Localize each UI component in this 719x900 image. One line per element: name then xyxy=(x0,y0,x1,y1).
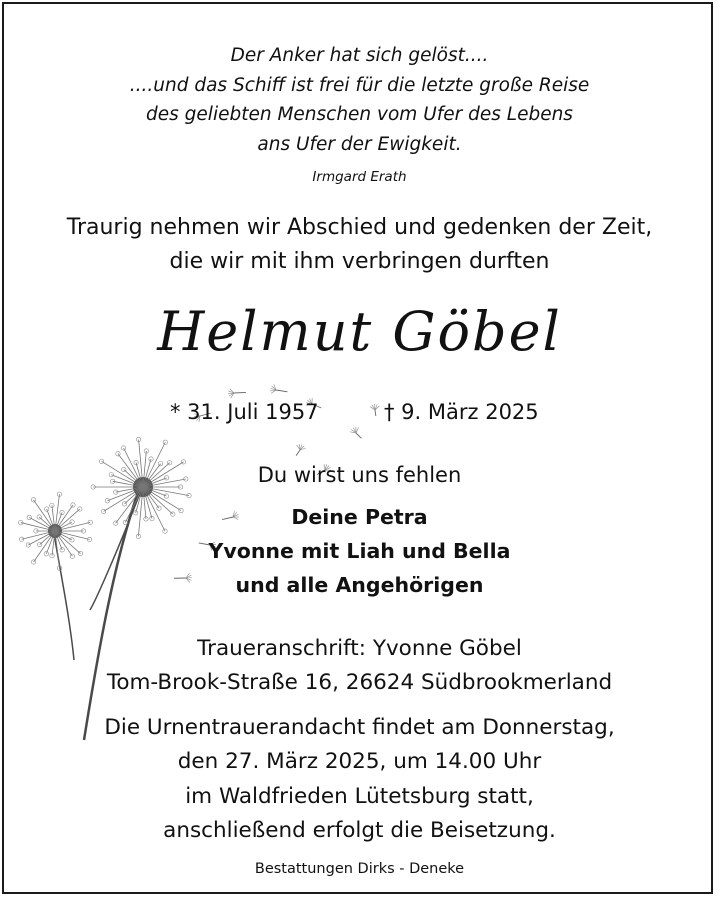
mourner: und alle Angehörigen xyxy=(235,573,484,597)
life-dates xyxy=(0,400,719,428)
funeral-home: Bestattungen Dirks - Deneke xyxy=(254,861,465,877)
intro-line: Traurig nehmen wir Abschied und gedenken der Zeit, xyxy=(66,215,653,240)
ceremony-line: den 27. März 2025, um 14.00 Uhr xyxy=(177,749,542,774)
address-line: Traueranschrift: Yvonne Göbel xyxy=(197,636,522,661)
ceremony-line: im Waldfrieden Lütetsburg statt, xyxy=(185,784,534,809)
intro-line: die wir mit ihm verbringen durften xyxy=(169,249,550,274)
death-date: † 9. März 2025 xyxy=(384,400,539,424)
poem-line: des geliebten Menschen vom Ufer des Lebens xyxy=(146,104,573,125)
poem-line: ....und das Schiff ist frei für die letzte große Reise xyxy=(129,75,590,96)
ceremony-line: anschließend erfolgt die Beisetzung. xyxy=(163,818,556,843)
deceased-name: Helmut Göbel xyxy=(157,300,562,363)
poem-author: Irmgard Erath xyxy=(312,169,407,185)
ceremony-line: Die Urnentrauerandacht findet am Donnerstag, xyxy=(104,715,615,740)
address-line: Tom-Brook-Straße 16, 26624 Südbrookmerland xyxy=(106,670,613,695)
poem-line: ans Ufer der Ewigkeit. xyxy=(257,134,462,155)
poem-line: Der Anker hat sich gelöst.... xyxy=(230,45,489,66)
mourner: Yvonne mit Liah und Bella xyxy=(208,539,511,563)
birth-date: * 31. Juli 1957 xyxy=(170,400,319,424)
mourner: Deine Petra xyxy=(291,505,428,529)
farewell-text: Du wirst uns fehlen xyxy=(257,463,462,487)
